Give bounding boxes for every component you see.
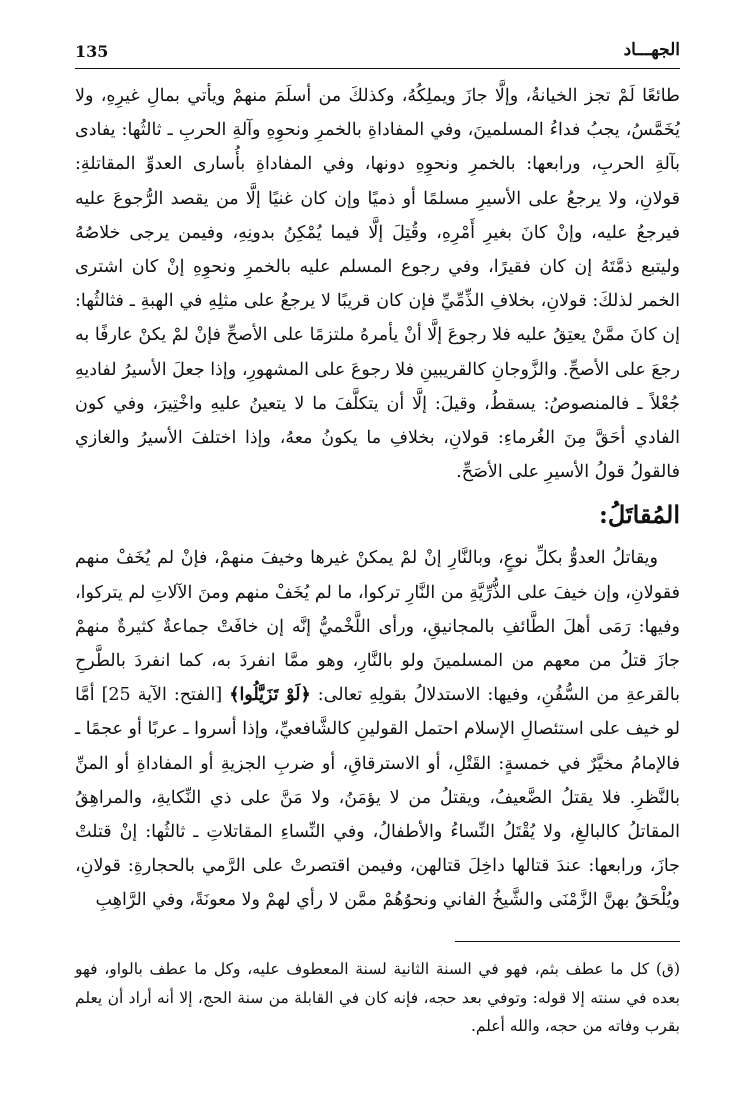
quran-verse: ﴿لَوْ تَزَيَّلُوا﴾ — [229, 685, 311, 706]
page-header — [75, 40, 680, 66]
footnote-rule — [455, 941, 680, 942]
paragraph-2 — [75, 541, 680, 917]
section-heading: المُقاتَلُ: — [598, 500, 680, 530]
page-number: 135 — [75, 42, 109, 61]
paragraph-2-after-verse: [الفتح: الآية 25] أمَّا لو خيف على استئصالِ الإسلام احتمل القولينِ كالشَّافعيِّ، وإذا أسروا ـ عربًا أو عجمًا ـ فالإمامُ مخيَّرٌ في خمسةٍ: القَتْلِ، أو الاسترقاقِ، أو ضربِ الجزيةِ أو المفاداةِ أو المنِّ بالنَّظرِ. فلا يقتلُ الضَّعيفُ، ويقتلُ من لا يؤمَنُ، ولا مَنَّ على ذي النِّكايةِ، والمراهِقُ المقاتلُ كالبالغِ، ولا يُقْتَلُ النِّساءُ والأطفالُ، وفي النِّساءِ المقاتلاتِ ـ ثالثُها: إنْ قتلتْ جازَ، ورابعها: عندَ قتالها داخِلَ قتالهن، وفيمن اقتصرتْ على الرَّمي بالحجارةِ: قولانِ، ويُلْحَقُ بهنَّ الزَّمْنَى والشَّيخُ الفاني ونحوُهُمْ ممَّن لا رأي لهمْ ولا معونَةً، وفي الرَّاهِبِ — [75, 685, 680, 911]
footnote: (ق) كل ما عطف بثم، فهو في السنة الثانية لسنة المعطوف عليه، وكل ما عطف بالواو، فهو بعده في سنته إلا قوله: وتوفي بعد حجه، فإنه كان في القابلة من سنة الحج، إلا أنه أراد أن يعلم بقرب وفاته من حجه، والله أعلم. — [75, 960, 680, 1035]
footnotes — [75, 955, 680, 1041]
running-title: الجهـــاد — [623, 40, 680, 60]
header-rule — [75, 68, 680, 69]
paragraph-1: طائعًا لَمْ تجز الخيانةُ، وإلَّا جازَ ويملِكُهُ، وكذلكَ من أسلَمَ منهمْ ويأتي بمالِ غيرِهِ، ولا يُخَمَّسُ، يجبُ فداءُ المسلمينَ، وفي المفاداةِ بالخمرِ ونحوِهِ وآلةِ الحربِ ـ ثالثُها: يفادى بآلةِ الحربِ، ورابعها: بالخمرِ ونحوِهِ دونها، وفي المفاداةِ بأُسارى العدوِّ المقاتلةِ: قولانِ، ولا يرجعُ على الأسيرِ مسلمًا أو ذميًا وإن كان غنيًا إلَّا من يقصد الرُّجوعَ عليه فيرجعُ عليه، وإنْ كانَ بغيرِ أَمْرِهِ، وقُتِلَ إلَّا فيما يُمْكِنُ بدونِهِ، وفيمن يرجى خلاصُهُ وليتبع ذمَّتَهُ إن كان فقيرًا، وفي رجوع المسلم عليه بالخمرِ ونحوِهِ إنْ كان اشترى الخمر لذلكَ: قولانِ، بخلافِ الذِّمِّيِّ فإن كان قريبًا لا يرجعُ على مثلِهِ في الهبةِ ـ فثالثُها: إن كانَ ممَّنْ يعتِقُ عليه فلا رجوعَ إلَّا أنْ يأمرهُ ملتزمًا على الأصحِّ فإنْ لمْ يكنْ عارفًا به رجعَ على الأصحِّ. والزَّوجانِ كالقريبينِ فلا رجوعَ على المشهورِ، وإذا جعلَ الأسيرُ لفاديهِ جُعْلاً ـ فالمنصوصُ: يسقطُ، وقيلَ: إلَّا أن يتكلَّفَ ما لا يتعينُ عليهِ واخْتِيرَ، وفي كون الفادي أحَقَّ مِنَ الغُرماءِ: قولانِ، بخلافِ ما يكونُ معهُ، وإذا اختلفَ الأسيرُ والغازي فالقولُ قولُ الأسيرِ على الأصَحِّ. — [75, 86, 680, 483]
main-text — [75, 79, 680, 918]
paragraph-2-before-verse: ويقاتلُ العدوُّ بكلِّ نوعٍ، وبالنَّارِ إنْ لمْ يمكنْ غيرها وخيفَ منهمْ، فإنْ لم يُخَفْ منهم فقولانِ، وإن خيفَ على الذُّرِّيَّةِ من النَّارِ تركوا، ما لم يُخَفْ منهم ومنَ الآلاتِ لم يتركوا، وفيها: رَمَى أهلَ الطَّائفِ بالمجانيقِ، ورأى اللَّخْميُّ إنَّه إن خافَتْ جماعةٌ كثيرةٌ منهمْ جازَ قتلُ من معهم من المسلمينَ ولو بالنَّارِ، وهو ممَّا انفردَ به، كما انفردَ بالطَّرحِ بالقرعةِ من السُّفُنِ، وفيها: الاستدلالُ بقولِهِ تعالى: — [75, 548, 680, 706]
